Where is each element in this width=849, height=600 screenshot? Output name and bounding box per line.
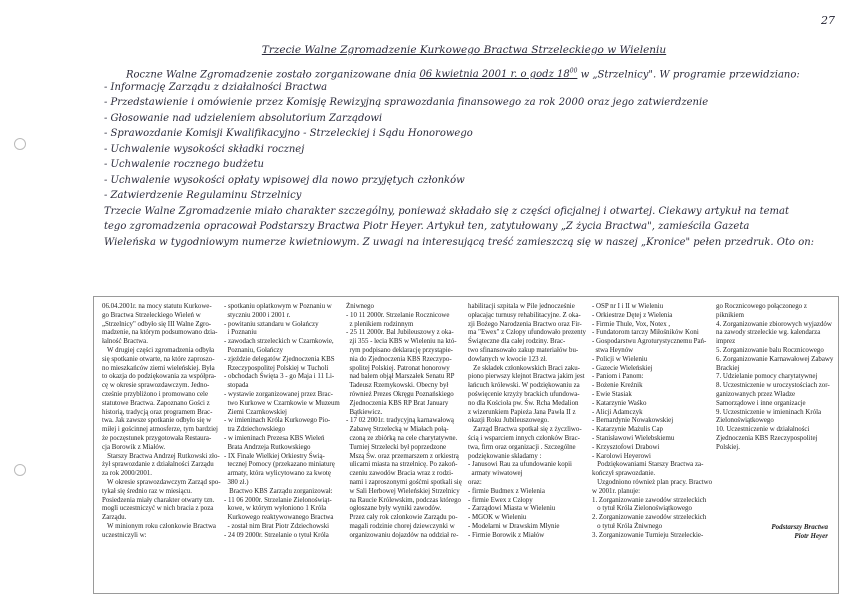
clipping-line: - Gospodarstwu Agroturystycznemu Pań- bbox=[592, 338, 707, 346]
paragraph-line: Wieleńska w tygodniowym numerze kwietniowym. Z uwagi na interesującą treść zamieszczą się w naszej „Kronice" pełen przedruk. Oto on: bbox=[104, 236, 815, 248]
clipping-line: o tytuł Króla Zielonoświątkowego bbox=[592, 505, 692, 513]
clipping-line: miłej i gościnnej atmosferze, tym bardziej bbox=[102, 426, 218, 434]
clipping-line: o tytuł Króla Żniwnego bbox=[592, 522, 663, 530]
intro-date: 06 kwietnia 2001 r. o godz $18^{00}$ bbox=[419, 68, 578, 80]
signature-name: Piotr Heyer bbox=[794, 532, 828, 540]
binder-hole bbox=[14, 138, 26, 150]
clipping-line: - spotkaniu opłatkowym w Poznaniu w bbox=[224, 303, 332, 310]
clipping-line: okazji Roku Jubileuszowego. bbox=[468, 417, 549, 425]
clipping-line: - Katarzynie Mażulis Cap bbox=[592, 426, 663, 434]
clipping-line: two Kurkowe w Czarnkowie w Muzeum bbox=[224, 399, 340, 407]
clipping-line: rym podpisano deklarację przystąpie- bbox=[346, 346, 453, 354]
clipping-column bbox=[224, 303, 342, 541]
clipping-line: opłacając turnusy rehabilitacyjne. Z oka- bbox=[468, 311, 581, 319]
clipping-line: dowlanych w kwocie 123 zł. bbox=[468, 355, 548, 363]
clipping-line: Kurkowego reaktywowanego Bractwa bbox=[224, 514, 334, 522]
agenda-list bbox=[104, 80, 824, 204]
paragraph-line: tego zgromadzenia opracował Podstarszy Bractwa Piotr Heyer. Artykuł ten, zatytułowany „Z życia Bractwa", zamieścila Gazeta bbox=[104, 221, 750, 232]
clipping-line: ganizowanych przez Władze Samorządowe i inne organizacje bbox=[716, 390, 806, 407]
clipping-line: - 17 02 2001r. tradycyjną karnawałową bbox=[346, 417, 454, 425]
clipping-line: 06.04.2001r. na mocy statutu Kurkowe- bbox=[102, 303, 212, 310]
clipping-line: łańcuch królewski. W podziękowaniu za bbox=[468, 382, 580, 390]
clipping-line: - firmie Ewex z Człopy bbox=[468, 496, 533, 504]
handwritten-paragraph bbox=[104, 204, 824, 251]
clipping-line: zji 355 - lecia KBS w Wieleniu na któ- bbox=[346, 338, 457, 346]
clipping-line: oraz: bbox=[468, 478, 482, 486]
clipping-line: - 24 09 2000r. Strzelanie o tytuł Króla bbox=[224, 531, 329, 539]
clipping-line: żył sprawozdanie z działalności Zarządu bbox=[102, 461, 214, 469]
clipping-line: - 10 11 2000r. Strzelanie Rocznicowe bbox=[346, 311, 450, 319]
clipping-line: podziękowanie składamy : bbox=[468, 452, 542, 460]
agenda-item: - Głosowanie nad udzieleniem absolutorium Zarządowi bbox=[104, 112, 383, 124]
clipping-line: 5. Zorganizowanie balu Rocznicowego bbox=[716, 346, 824, 354]
clipping-signature bbox=[771, 523, 828, 541]
clipping-line: ma "Ewex" z Człopy ufundowało prezenty bbox=[468, 329, 586, 337]
clipping-line: habilitacji szpitala w Pile jednocześnie bbox=[468, 303, 575, 310]
clipping-line: twa, firm oraz organizacji . Szczególne bbox=[468, 443, 576, 451]
clipping-line: na Raucie Królewskim, podczas którego bbox=[346, 496, 462, 504]
clipping-line: Turniej Strzelecki był poprzedzone bbox=[346, 443, 447, 451]
clipping-line: spolitej Polskiej. Patronat honorowy bbox=[346, 364, 450, 372]
signature-role: Podstarszy Bractwa bbox=[771, 523, 828, 531]
clipping-line: ogłoszane były wyniki zawodów. bbox=[346, 505, 442, 513]
clipping-line: w Sali Herbowej Wieleńskiej Strzelnicy bbox=[346, 487, 460, 495]
newspaper-clipping bbox=[93, 296, 839, 594]
clipping-line: 9. Uczestniczenie w imieninach Króla bbox=[716, 408, 822, 416]
clipping-line: Przez cały rok członkowie Zarządu po- bbox=[346, 514, 458, 522]
clipping-line: - w imieninach Prezesa KBS Wieleń bbox=[224, 434, 325, 442]
clipping-line: - zjeździe delegatów Zjednoczenia KBS bbox=[224, 355, 335, 363]
clipping-line: Zielonoświątkowego bbox=[716, 417, 774, 425]
intro-text-end: w „Strzelnicy". W programie przewidziano: bbox=[580, 69, 800, 80]
clipping-line: - Karolowi Heyerowi bbox=[592, 452, 651, 460]
clipping-line: Ziemi Czarnkowskiej bbox=[224, 408, 287, 416]
clipping-line: 1. Zorganizowanie zawodów strzeleckich bbox=[592, 496, 707, 504]
agenda-item: - Uchwalenie wysokości składki rocznej bbox=[104, 143, 305, 155]
clipping-line: no mieszkańców ziemi wieleńskiej. Była bbox=[102, 364, 215, 372]
clipping-line: nami i zaproszonymi gośćmi spotkali się bbox=[346, 478, 462, 486]
clipping-line: kowe, w którym wyłoniono 1 Króla bbox=[224, 505, 327, 513]
clipping-line: - Bożenie Kreźnik bbox=[592, 382, 643, 390]
clipping-line: stopada bbox=[224, 382, 249, 390]
binder-hole bbox=[14, 464, 26, 476]
clipping-line: to okazja do podziękowania za współpra- bbox=[102, 373, 217, 381]
clipping-line: - powitaniu sztandaru w Gołańczy bbox=[224, 320, 319, 328]
agenda-item: - Przedstawienie i omówienie przez Komisję Rewizyjną sprawozdania finansowego za rok 2000 oraz jego zatwierdzenie bbox=[104, 97, 709, 108]
clipping-line: magali rodzinie chorej dziewczynki w bbox=[346, 522, 455, 530]
clipping-line: armaty wiwatowej bbox=[468, 470, 523, 478]
clipping-line: - Firmie Borowik z Miałów bbox=[468, 531, 545, 539]
clipping-line: ulicami miasta na strzelnicę. Po zakoń- bbox=[346, 461, 458, 469]
clipping-line: również Prezes Okręgu Poznańskiego bbox=[346, 390, 454, 398]
clipping-line: armaty, która wylicytowano za kwotę bbox=[224, 470, 331, 478]
clipping-line: no dla Kościoła pw. Św. Rcha Medalion bbox=[468, 399, 579, 407]
clipping-line: W drugiej części zgromadzenia odbyła bbox=[102, 346, 215, 354]
clipping-line: z wizerunkiem Papieża Jana Pawła II z bbox=[468, 408, 576, 416]
clipping-line: Zjednoczenia KBS RP Brat January bbox=[346, 399, 449, 407]
clipping-line: Brata Andrzeja Rutkowskiego bbox=[224, 443, 311, 451]
clipping-line: historią, tradycją oraz programem Brac- bbox=[102, 408, 213, 416]
clipping-line: Żniwnego bbox=[346, 303, 374, 310]
clipping-line: - Firmie Thule, Vox, Notex , bbox=[592, 320, 671, 328]
clipping-line: cę w okresie sprawozdawczym. Jedno- bbox=[102, 382, 210, 390]
clipping-line: tecznej Pomocy (przekazano miniaturę bbox=[224, 461, 335, 469]
clipping-line: ścią i wsparciem innych członków Brac- bbox=[468, 434, 580, 442]
clipping-line: poświęcenie krzyży brackich ufundowa- bbox=[468, 390, 580, 398]
handwritten-note bbox=[104, 44, 824, 250]
clipping-line: - Zarządowi Miasta w Wieleniu bbox=[468, 505, 556, 513]
clipping-line: 8. Uczestniczenie w uroczystościach zor- bbox=[716, 382, 830, 390]
clipping-line: - Bernardynie Nowakowskiej bbox=[592, 417, 674, 425]
agenda-item: - Sprawozdanie Komisji Kwalifikacyjno - Strzeleckiej i Sądu Honorowego bbox=[104, 128, 473, 139]
clipping-line: - Stanisławowi Wielebskiemu bbox=[592, 434, 675, 442]
clipping-line: - Gazecie Wieleńskiej bbox=[592, 364, 653, 372]
clipping-line: two sfinansowało zakup materiałów bu- bbox=[468, 346, 579, 354]
clipping-line: organizowaniu dojazdów na oddział re- bbox=[346, 531, 459, 539]
clipping-line: na zawody strzeleckie wg. kalendarza imprez bbox=[716, 329, 821, 346]
clipping-line: - Alicji Adamczyk bbox=[592, 408, 643, 416]
page-number: 27 bbox=[821, 14, 835, 27]
clipping-line: Poznaniu, Gołańczy bbox=[224, 346, 283, 354]
clipping-line: tykał się średnio raz w miesiącu. bbox=[102, 487, 192, 495]
clipping-line: czeniu zawodów Bracia wraz z rodzi- bbox=[346, 470, 454, 478]
clipping-line: Zabawę Strzelecką w Miałach połą- bbox=[346, 426, 449, 434]
clipping-line: Zarządu. bbox=[102, 514, 127, 522]
clipping-line: - Krzysztofowi Drabowi bbox=[592, 443, 660, 451]
agenda-item: - Uchwalenie rocznego budżetu bbox=[104, 159, 264, 170]
clipping-line: - Katarzynie Waśko bbox=[592, 399, 647, 407]
clipping-line: Posiedzenia miały charakter otwarty tzn. bbox=[102, 496, 215, 504]
clipping-line: - wystawie zorganizowanej przez Brac- bbox=[224, 390, 333, 398]
clipping-line: - Policji w Wieleniu bbox=[592, 355, 648, 363]
clipping-line: czoną ze zbiórką na cele charytatywne. bbox=[346, 434, 458, 442]
agenda-item: - Zatwierdzenie Regulaminu Strzelnicy bbox=[104, 190, 302, 201]
clipping-line: się spotkanie otwarte, na które zaproszo- bbox=[102, 355, 215, 363]
clipping-line: zji Bożego Narodzenia Bractwo oraz Fir- bbox=[468, 320, 582, 328]
clipping-line: cja Borowik z Miałów. bbox=[102, 443, 166, 451]
clipping-line: - Paniom i Panom: bbox=[592, 373, 644, 381]
clipping-line: - firmie Budmex z Wielenia bbox=[468, 487, 545, 495]
clipping-line: go Rocznicowego połączonego z piknikiem bbox=[716, 303, 807, 319]
clipping-line: 380 zł.) bbox=[224, 478, 249, 486]
clipping-line: za rok 2000/2001. bbox=[102, 470, 152, 478]
clipping-line: 6. Zorganizowanie Karnawałowej Zabawy Brackiej bbox=[716, 355, 834, 372]
clipping-line: w 2001r. planuje: bbox=[592, 487, 641, 495]
clipping-line: - Orkiestrze Dętej z Wielenia bbox=[592, 311, 673, 319]
clipping-line: - został nim Brat Piotr Zdziechowski bbox=[224, 522, 330, 530]
clipping-line: - zawodach strzeleckich w Czarnkowie, bbox=[224, 338, 334, 346]
clipping-line: - MGOK w Wieleniu bbox=[468, 514, 527, 522]
clipping-line: statutowe Bractwa. Zapoznano Gości z bbox=[102, 399, 210, 407]
clipping-column bbox=[716, 303, 834, 453]
clipping-line: kończył sprawozdanie. bbox=[592, 470, 656, 478]
clipping-line: - Modelarni w Drawskim Młynie bbox=[468, 522, 560, 530]
clipping-line: że poczęstunek przygotowała Restaura- bbox=[102, 434, 212, 442]
clipping-line: łalność Bractwa. bbox=[102, 338, 148, 346]
clipping-line: styczniu 2000 i 2001 r. bbox=[224, 311, 291, 319]
clipping-line: madzenie, na którym podsumowano dzia- bbox=[102, 329, 218, 337]
clipping-line: mogli uczestniczyć w nich bracia z poza bbox=[102, 505, 214, 513]
clipping-line: - obchodach Święta 3 - go Maja i 11 Li- bbox=[224, 373, 335, 381]
clipping-line: „Strzelnicy" odbyło się III Walne Zgro- bbox=[102, 320, 212, 328]
clipping-line: - Ewie Stasiak bbox=[592, 390, 632, 398]
clipping-line: Mszą Św. oraz przemarszem z orkiestrą bbox=[346, 452, 459, 460]
clipping-line: W minionym roku członkowie Bractwa bbox=[102, 522, 216, 530]
clipping-line: W okresie sprawozdawczym Zarząd spo- bbox=[102, 478, 221, 486]
clipping-line: - IX Finale Wielkiej Orkiestry Świą- bbox=[224, 452, 325, 460]
agenda-item: - Informację Zarządu z działalności Bractwa bbox=[104, 81, 328, 93]
clipping-column bbox=[346, 303, 464, 541]
clipping-line: - 11 06 2000r. Strzelanie Zielonoświąt- bbox=[224, 496, 332, 504]
agenda-item: - Uchwalenie wysokości opłaty wpisowej dla nowo przyjętych członków bbox=[104, 174, 465, 186]
clipping-line: - 25 11 2000r. Bal Jubileuszowy z oka- bbox=[346, 329, 454, 337]
clipping-line: - OSP nr I i II w Wieleniu bbox=[592, 303, 664, 310]
clipping-line: 7. Udzielanie pomocy charytatywnej bbox=[716, 373, 818, 381]
clipping-line: nad balem objął Marszałek Senatu RP bbox=[346, 373, 455, 381]
clipping-line: 10. Uczestniczenie w działalności Zjednoczenia KBS Rzeczypospolitej Polskiej. bbox=[716, 426, 818, 451]
intro-text: Roczne Walne Zgromadzenie zostało zorganizowane dnia bbox=[126, 69, 417, 80]
clipping-line: cześnie przybliżono i promowano cele bbox=[102, 390, 208, 398]
clipping-line: Starszy Bractwa Andrzej Rutkowski zło- bbox=[102, 452, 220, 460]
clipping-line: uczestniczyli w: bbox=[102, 531, 147, 539]
clipping-line: - w imieninach Króla Kurkowego Pio- bbox=[224, 417, 331, 425]
clipping-column bbox=[592, 303, 712, 541]
handwritten-intro bbox=[104, 64, 824, 80]
clipping-line: twa. Jak zawsze spotkanie odbyło się w bbox=[102, 417, 212, 425]
clipping-line: Tadeusz Rzemykowski. Obecny był bbox=[346, 382, 449, 390]
clipping-line: nia do Zjednoczenia KBS Rzeczypo- bbox=[346, 355, 452, 363]
clipping-line: Ze składek członkowskich Braci zaku- bbox=[468, 364, 580, 372]
clipping-column bbox=[468, 303, 588, 541]
clipping-line: i Poznaniu bbox=[224, 329, 257, 337]
clipping-line: z plenikiem rodzinnym bbox=[346, 320, 414, 328]
clipping-line: - Fundatorom tarczy Miłośników Koni bbox=[592, 329, 699, 337]
clipping-line: stwa Heynów bbox=[592, 346, 634, 354]
clipping-line: go Bractwa Strzeleckiego Wieleń w bbox=[102, 311, 201, 319]
clipping-line: 3. Zorganizowanie Turnieju Strzeleckie- bbox=[592, 531, 704, 539]
clipping-line: 2. Zorganizowanie zawodów strzeleckich bbox=[592, 514, 707, 522]
clipping-line: Bątkiewicz. bbox=[346, 408, 383, 416]
handwritten-title: Trzecie Walne Zgromadzenie Kurkowego Bractwa Strzeleckiego w Wieleniu bbox=[261, 44, 667, 56]
clipping-line: piono pierwszy klejnot Bractwa jakim jest bbox=[468, 373, 585, 381]
clipping-line: Bractwo KBS Zarządu zorganizował: bbox=[224, 487, 333, 495]
clipping-line: tra Zdziechowskiego bbox=[224, 426, 286, 434]
clipping-line: Świąteczne dla całej rodziny. Brac- bbox=[468, 338, 566, 346]
paragraph-line: Trzecie Walne Zgromadzenie miało charakter szczególny, ponieważ składało się z części oficjalnej i otwartej. Ciekawy artykuł na temat bbox=[104, 205, 789, 217]
clipping-line: Podziękowaniami Starszy Bractwa za- bbox=[592, 461, 704, 469]
clipping-line: Zarząd Bractwa spotkał się z życzliwo- bbox=[468, 426, 582, 434]
clipping-line: Rzeczypospolitej Polskiej w Tucholi bbox=[224, 364, 329, 372]
clipping-column bbox=[102, 303, 220, 541]
clipping-line: 4. Zorganizowanie zbiorowych wyjazdów bbox=[716, 320, 832, 328]
clipping-line: - Janusowi Rau za ufundowanie kopii bbox=[468, 461, 572, 469]
clipping-line: Uzgodniono również plan pracy. Bractwo bbox=[592, 478, 713, 486]
